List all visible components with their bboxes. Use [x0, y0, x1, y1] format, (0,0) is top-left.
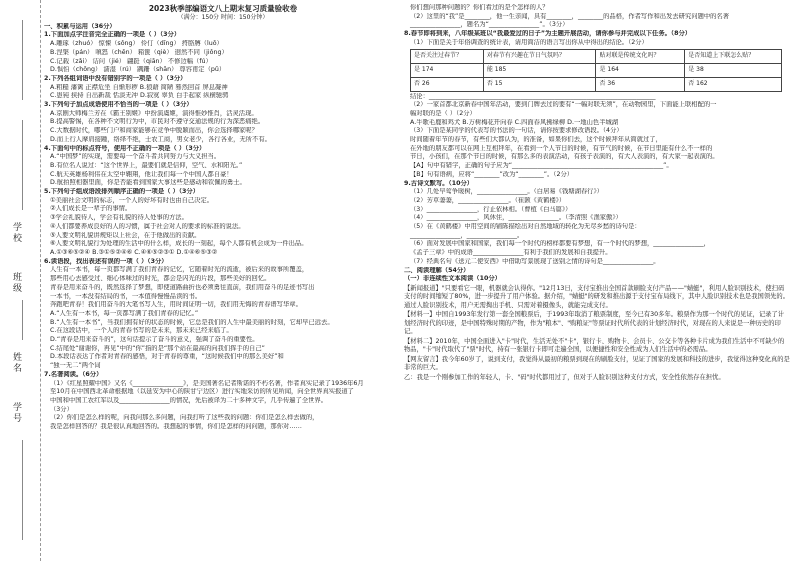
text-line: （6）面对发展中国家和国家，我们每一个时代的榜样都要有梦想，有一个时代的梦想，________________，	[410, 240, 710, 248]
table-cell: 是 174	[411, 63, 484, 77]
reading-material: 【材料一】中国自1993年发行第一套全国粮票后，于1993年取消了粮票制度，至今已有30多年。粮票作为那一个时代的见证，记录了计划经济时代的印迹，是中国特殊时期的产物，作为"粮本"、"购粮证"等票证时代所代表的计划经济时代，对现在的人来说是一种历史的印记。	[404, 311, 785, 336]
table-header-cell: 贴对联是传统文化吗？	[596, 49, 685, 63]
text-line: ②人们成长是一辈子的事情。	[50, 205, 132, 213]
text-line: C.记载（zǎi） 诘问（jié） 翩跹（qiān） 不修边幅（fú）	[50, 57, 212, 65]
text-line: B.涅槃（pán） 嗔怒（chēn） 箱箧（qiè） 迥然不同（jiǒng）	[50, 48, 228, 56]
text-line: ________________，题名为“________________”。（3分）	[410, 21, 569, 29]
text-line: 人生有一本书，每一页都写满了我们青春的记忆，它随着时光的流逝，被后来的故事所覆盖，	[50, 266, 309, 274]
text-line: 我是怎样回答的？我是很认真地回答的。我想起的事情，你们是怎样的问问题，那你对……	[50, 423, 302, 431]
text-line: D.“青春是用来奋斗的”，这句话提示了奋斗的意义，强调了奋斗的重要性。	[50, 336, 259, 344]
text-line: C.愚钝 挟持 自出新裁 恬淡无冲 D.寂寞 辜负 白手起家 纵横驰骋	[50, 92, 229, 100]
text-line: （5）在《黄鹤楼》中用空间的铺陈描绘出对自然地域的转化为无尽乡愁的诗句是：	[410, 223, 641, 231]
table-cell: 否 15	[483, 77, 596, 91]
text-line: 《孟子三章》中的成语________________有利于我们的发展和自我提升。	[410, 249, 612, 257]
margin-line	[22, 120, 23, 210]
text-line: B.“人生有一本书”，当我们拥有好的状态的时候，它总是我们的人生中最美丽的时刻，它却早已远去。	[50, 318, 334, 326]
text-line: B.有位名人说过：“这个世界上，最要们就是信仰，空气、水和阳光。”	[50, 161, 243, 169]
margin-label-number: 学号	[11, 402, 21, 424]
table-cell: 能 185	[483, 63, 596, 77]
question-stem: 3.下列句子加点成语使用不恰当的一项是（ ）（3分）	[44, 101, 193, 109]
table-header-cell: 是否关注过春节？	[411, 49, 484, 63]
text-line: A.①③⑥⑤②④ B.③①⑤②④⑥ C.④⑥⑤②③① D.①④⑥⑤③②	[50, 248, 218, 256]
table-header-cell: 对春节有兴趣在节日气氛吗？	[483, 49, 596, 63]
text-line: （3）下面是某同学的代表写的书法的一句话，请你按要求修改语段。（4分）	[410, 127, 623, 135]
text-line: A.牛歌毛鹿和鸡犬 B.万树梅花开向春 C.四面春风拂绿柳 D.一地山色半城湖	[410, 118, 619, 126]
text-line: A.雕琢（zhuó） 惊悚（sǒng） 伶仃（dīng） 捋胳膊（luō）	[50, 40, 223, 48]
text-line: ⑥人要文明礼貌行为处理的生活中的什么样，成长的一刻起，每个人都有机会成为一件出品。	[50, 240, 308, 248]
question-stem: 二、阅读理解（54分）	[404, 266, 470, 274]
text-line: （2）这里的“我”是________，他一生亲闻，具有________，________的品格，作者写作和出发去研究问题中的名著	[410, 12, 730, 20]
question-stem: 4.下面句中的标点符号，使用不正确的一项是（ ）（3分）	[44, 144, 206, 152]
text-line: C.在这段话中，一个人的青春书写的是未来，那未来已经来临了。	[50, 327, 233, 335]
text-line: （2）你们是怎么样的呢，向我问那么多问题，向我打听了这些我的问题：你们是怎么样去做的，	[50, 414, 319, 422]
question-stem: 7.名著阅读。（6分）	[44, 370, 103, 378]
text-line: （1）《红星照耀中国》又名《________________》，是美国著名记者斯诺的不朽名著，作者真实记录了1936年6月	[50, 379, 364, 387]
text-line: 青春是用来奋斗的，既然选择了梦想，即使道路曲折也必须勇往直前，我们用奋斗的足迹书写出	[50, 283, 315, 291]
table-cell: 是 38	[685, 63, 782, 77]
text-line: 节日，小孩们，在那个节日的时候，有那么多的表演活动，有孩子表演的，有大人表演的，有大家一起表演的。	[410, 153, 719, 161]
table-cell: 否 26	[411, 77, 484, 91]
text-line: （7）经典名句《送元二使安西》中借助写景展现了送别之情的诗句是________________。	[410, 257, 660, 265]
text-line: 8.春节即将到来，八年级某班以“我最爱过的日子”为主题开展活动，请你参与并完成以下任务。（8分）	[404, 30, 692, 38]
question-stem: （一）非连续性文本阅读（10分）	[404, 275, 501, 283]
text-line: B.提高警惕，在各种不文明行为中，市民对不遵守交通法规的行为深恶痛绝。	[50, 118, 265, 126]
margin-label-school: 学校	[11, 222, 21, 244]
text-line: D.而上行人摩肩接踵，络绎不绝，士农工商，男女老少，各行各业，无所不有。	[50, 135, 271, 143]
text-line: D.惧怕（chōng） 濡湿（rú） 蹒跚（shān） 尊容甫定（pǔ）	[50, 66, 226, 74]
text-line: 幅对联的是（ ）（2分）	[410, 109, 476, 117]
reading-material: 【材料二】2010年，中国全面进入"卡"时代，生活无处不"卡"，银行卡、购物卡、会员卡、公交卡等各种卡片成为我们生活中不可缺少的物品，"卡"时代取代了"票"时代，持有一张银行卡即可走遍全国，以便捷性和安全性成为人们生活中的必需品。	[404, 337, 785, 354]
text-line: “独一无二”两个词	[50, 362, 101, 370]
table-cell: 否 36	[596, 77, 685, 91]
binding-margin	[0, 0, 41, 561]
text-line: （2）一家首都北京新春中国年活动，要到门牌去过的要有“一幅对联无须”，在动物园里，下面能上联相配的一	[410, 101, 717, 109]
margin-line	[22, 20, 23, 100]
text-line: A.粗糙 藩篱 正襟危坐 自惭形秽 B.狼藉 简陋 蓦然回首 屏息凝神	[50, 83, 228, 91]
left-column	[44, 4, 402, 432]
text-line: 结论：________________________________________________________________________	[410, 92, 656, 100]
margin-label-name: 姓名	[11, 352, 21, 374]
text-line: 你们想问那种问题的？你们看过的是个怎样的人？	[410, 4, 549, 11]
margin-line	[22, 440, 23, 540]
text-line: ⑤人要文明礼貌讲规矩以上社会，在于他做出的贡献。	[50, 231, 201, 239]
reading-material: 乙：我是一个刚参加工作的年轻人，卡、"码"时代都用过了，但对于人脸识别这种支付方式，安全性依然存在担忧。	[404, 373, 725, 381]
margin-line	[22, 300, 23, 340]
text-line: A.京剧大师梅兰芳在《霸王别姬》中扮演虞姬，演得惟妙惟肖，活灵活现。	[50, 109, 258, 117]
question-stem: 9.古诗文默写。（10分）	[404, 179, 474, 187]
table-row	[411, 77, 782, 91]
exam-subtitle: （满分：150分 时间：150分钟）	[177, 14, 269, 21]
text-line: 至10月在中国西北革命根据地（以延安为中心的陕甘宁边区）进行实地采访的所见所闻，向全世界真实报道了	[50, 388, 354, 396]
table-row	[411, 63, 782, 77]
text-line: ①美丽社会文明的标志，一个人的好坏有时也由自己决定。	[50, 196, 214, 204]
survey-table	[410, 49, 782, 92]
text-line: 一本书，一本没有结局的书，一本值得慢慢品读的书。	[50, 292, 202, 300]
text-line: D.航拍照相器里面，你是否能看到国家大事这些是感动和钦佩的勇士。	[50, 179, 246, 187]
text-line: 【B】句有语病，应将“________”改为“________”。（2分）	[410, 170, 574, 178]
table-cell: 是 164	[596, 63, 685, 77]
text-line: （4）________________，风休住，________________。（李清照《渔家傲》）	[410, 214, 622, 222]
text-line: 中国和中国工农红军以及________________的情况，先后被译为二十多种文字，几乎传遍了全世界。	[50, 396, 328, 404]
text-line: 那些用心去感受过、细心体味过的时光，都会是闪光的片段，那些美好的回忆。	[50, 275, 271, 283]
text-line: A.“中国梦”的实现，需要每一个奋斗者共同努力与大义担当。	[50, 153, 221, 161]
exam-title: 2023秋季部编语文八上期末复习质量验收卷	[148, 4, 298, 13]
reading-material: 【新闻报道】"只要看它一眼，机器就会认得你。"12月13日，支付宝推出全国首款刷脸支付产品——"蜻蜓"，利用人脸识别技术，使扫码支付的时间缩短了80%，进一步提升了用户体验。据介绍，"蜻蜓"的研发和推出源于支付宝布局线下，其中人脸识别技术也是我国领先的。通过人脸识别技术，用户无需掏出手机、只需对着摄像头，就能完成支付。	[404, 284, 790, 309]
table-cell: 否 162	[685, 77, 782, 91]
question-stem: 5.下列句子组成语段排列顺序正确的一项是（ ）（3分）	[44, 188, 200, 196]
text-line: D.本段话表达了作者对青春的感悟，对于青春的尊重，“这时候我们中的那么美好”和	[50, 353, 284, 361]
text-line: （3分）	[50, 405, 73, 413]
text-line: ③学会礼貌待人，学会有礼貌的待人处事的方法。	[50, 214, 188, 222]
text-line: （3）________________，行止依林相。（曹植《白马篇》）	[410, 205, 572, 213]
text-line: ________________，________________。	[410, 231, 524, 239]
question-stem: 2.下列各组词语中没有错别字的一项是（ ）（3分）	[44, 74, 187, 82]
question-stem: 6.读语段，找出表述有误的一项（ ）（3分）	[44, 257, 168, 265]
table-header-cell: 是否知道上下联怎么贴？	[685, 49, 782, 63]
text-line: ④人们都要养成良好的人的习惯，属于社会对人的要求的标准的说法。	[50, 222, 245, 230]
text-line: 【A】句中有错字，正确的句子应为“________________________________________________”。	[410, 162, 673, 170]
text-line: 时间随着年节的春节，有些们大都认为，的准备，如果你们去，这个时候拜年从简就过了，	[410, 136, 662, 144]
question-stem: 1.下面加点字注音完全正确的一项是（ ）（3分）	[44, 31, 181, 39]
text-line: C.结尾处“谢谢你，再见”中的“你”指的是“那个站在最高的向我们挥手的自己”	[50, 344, 265, 352]
reading-material: 【网友留言】我今年60岁了，说到支付，我觉得从最初的粮票到现在的刷脸支付，见证了国家的发展和科技的进步，我觉得这种变化真的是非常的巨大。	[404, 355, 790, 372]
text-line: 奔跑吧青春！我们用奋斗的大笔书写人生，用时间证明一切，我们用无悔的青春谱写华章。	[50, 301, 302, 309]
text-line: 在外地的朋友都可以在网上互相拜年，在看到一个人节日的时候，有节气的时候，在节日里能有什么不一样的	[410, 144, 713, 152]
text-line: （2）芳草萋萋，________________。（崔颢《黄鹤楼》）	[410, 196, 566, 204]
question-stem: 一、积累与运用（36分）	[44, 22, 116, 30]
text-line: C.大数据时代，哪些门户和商家能够在竞争中脱颖而出，你会选择哪家呢？	[50, 127, 258, 135]
text-line: （1）下面是关于年俗调查的统计表，请用简洁的语言写出你从中得出的结论。（2分）	[410, 38, 648, 46]
margin-label-class: 班级	[11, 272, 21, 294]
text-line: C.航天英雄杨利伟在太空中翱翔，他让我们每一个中国人都自豪！	[50, 170, 233, 178]
text-line: A.“人生有一本书，每一页都写满了我们青春的记忆。”	[50, 309, 199, 317]
right-column	[404, 4, 790, 382]
text-line: （1）几处早莺争暖树，________________。（白居易《钱塘湖春行》）	[410, 188, 603, 196]
